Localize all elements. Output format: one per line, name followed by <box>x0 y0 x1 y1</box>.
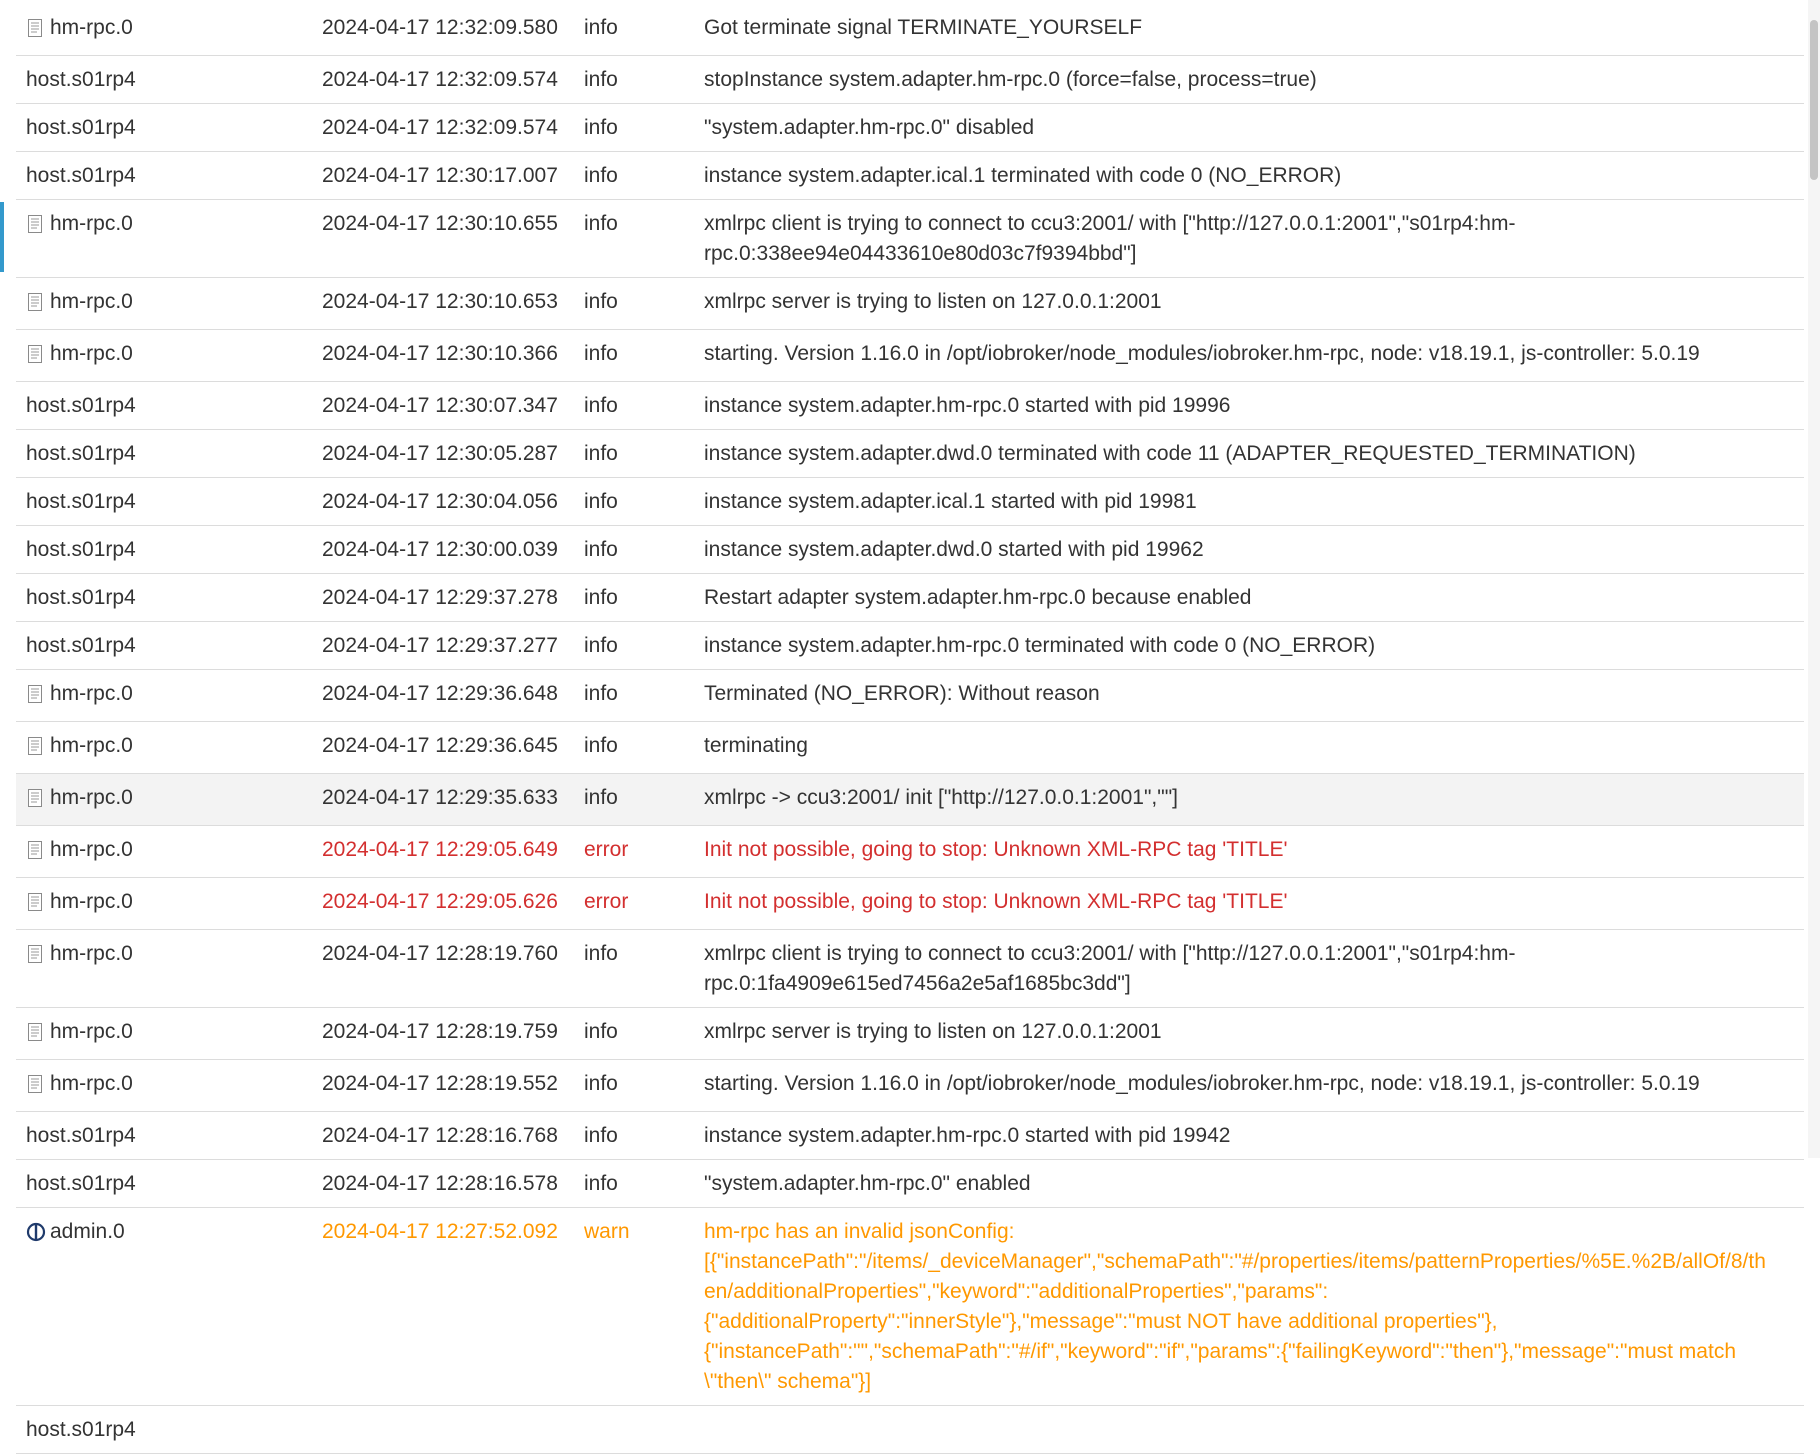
log-severity: info <box>584 722 704 774</box>
log-timestamp: 2024-04-17 12:27:52.092 <box>322 1208 584 1406</box>
log-severity: info <box>584 774 704 826</box>
log-severity: info <box>584 1160 704 1208</box>
log-source: host.s01rp4 <box>26 68 136 91</box>
hm-rpc-adapter-icon <box>26 18 44 38</box>
log-severity: info <box>584 478 704 526</box>
log-source: host.s01rp4 <box>26 634 136 657</box>
log-source-cell <box>16 1160 322 1208</box>
hm-rpc-adapter-icon <box>26 788 44 808</box>
log-message: xmlrpc client is trying to connect to ccu3:2001/ with ["http://127.0.0.1:2001","s01rp4:hm-rpc.0:1fa4909e615ed7456a2e5af1685bc3dd"] <box>704 930 1804 1008</box>
scrollbar-thumb[interactable] <box>1810 20 1818 180</box>
log-row[interactable] <box>16 1406 1804 1454</box>
log-severity: info <box>584 4 704 56</box>
log-row[interactable] <box>16 382 1804 430</box>
log-source-cell <box>16 430 322 478</box>
hm-rpc-adapter-icon <box>26 344 44 364</box>
hm-rpc-adapter-icon <box>26 292 44 312</box>
log-message: "system.adapter.hm-rpc.0" enabled <box>704 1160 1804 1208</box>
log-row[interactable] <box>16 526 1804 574</box>
log-row[interactable] <box>16 622 1804 670</box>
log-timestamp: 2024-04-17 12:30:17.007 <box>322 152 584 200</box>
log-severity: info <box>584 152 704 200</box>
log-row[interactable] <box>16 1008 1804 1060</box>
log-source-cell <box>16 1406 322 1454</box>
log-row[interactable] <box>16 722 1804 774</box>
hm-rpc-adapter-icon <box>26 1022 44 1042</box>
log-severity: info <box>584 1008 704 1060</box>
log-severity: info <box>584 670 704 722</box>
log-message: hm-rpc has an invalid jsonConfig: [{"instancePath":"/items/_deviceManager","schemaPath":"#/properties/items/patternProperties/%5E.%2B/allOf/8/then/additionalProperties","keyword":"additionalProperties","params":{"additionalProperty":"innerStyle"},"message":"must NOT have additional properties"},{"instancePath":"","schemaPath":"#/if","keyword":"if","params":{"failingKeyword":"then"},"message":"must match \"then\" schema"}] <box>704 1208 1804 1406</box>
log-timestamp: 2024-04-17 12:29:37.278 <box>322 574 584 622</box>
hm-rpc-adapter-icon <box>26 736 44 756</box>
log-severity: info <box>584 574 704 622</box>
log-message: terminating <box>704 722 1804 774</box>
log-source-cell <box>16 1008 322 1060</box>
log-severity: info <box>584 56 704 104</box>
log-timestamp: 2024-04-17 12:29:05.626 <box>322 878 584 930</box>
log-timestamp: 2024-04-17 12:29:05.649 <box>322 826 584 878</box>
log-timestamp: 2024-04-17 12:28:16.578 <box>322 1160 584 1208</box>
log-timestamp: 2024-04-17 12:29:36.648 <box>322 670 584 722</box>
log-source-cell <box>16 878 322 930</box>
log-message: xmlrpc client is trying to connect to ccu3:2001/ with ["http://127.0.0.1:2001","s01rp4:hm-rpc.0:338ee94e04433610e80d03c7f9394bbd"] <box>704 200 1804 278</box>
log-severity: info <box>584 1112 704 1160</box>
log-severity: error <box>584 826 704 878</box>
log-message <box>704 1406 1804 1454</box>
log-source: hm-rpc.0 <box>50 682 133 705</box>
log-source-cell <box>16 574 322 622</box>
log-severity: info <box>584 382 704 430</box>
log-source-cell <box>16 278 322 330</box>
log-table <box>16 4 1804 1454</box>
log-timestamp: 2024-04-17 12:29:35.633 <box>322 774 584 826</box>
log-message: xmlrpc -> ccu3:2001/ init ["http://127.0.0.1:2001",""] <box>704 774 1804 826</box>
hm-rpc-adapter-icon <box>26 1074 44 1094</box>
hm-rpc-adapter-icon <box>26 684 44 704</box>
log-message: instance system.adapter.hm-rpc.0 started with pid 19996 <box>704 382 1804 430</box>
log-source-cell <box>16 722 322 774</box>
log-source: host.s01rp4 <box>26 1418 136 1441</box>
log-message: Got terminate signal TERMINATE_YOURSELF <box>704 4 1804 56</box>
log-source-cell <box>16 200 322 278</box>
log-row[interactable] <box>16 278 1804 330</box>
log-source-cell <box>16 670 322 722</box>
log-source-cell <box>16 1112 322 1160</box>
log-source-cell <box>16 826 322 878</box>
log-severity: info <box>584 1060 704 1112</box>
log-source: hm-rpc.0 <box>50 786 133 809</box>
log-timestamp: 2024-04-17 12:29:37.277 <box>322 622 584 670</box>
log-source: host.s01rp4 <box>26 538 136 561</box>
log-source: host.s01rp4 <box>26 164 136 187</box>
log-message: instance system.adapter.hm-rpc.0 started with pid 19942 <box>704 1112 1804 1160</box>
log-severity: info <box>584 526 704 574</box>
log-row[interactable] <box>16 1060 1804 1112</box>
log-row[interactable] <box>16 478 1804 526</box>
log-source-cell <box>16 4 322 56</box>
log-message: stopInstance system.adapter.hm-rpc.0 (force=false, process=true) <box>704 56 1804 104</box>
log-timestamp: 2024-04-17 12:30:10.653 <box>322 278 584 330</box>
log-source: hm-rpc.0 <box>50 1072 133 1095</box>
log-row[interactable] <box>16 878 1804 930</box>
log-source-cell <box>16 1060 322 1112</box>
log-row[interactable] <box>16 574 1804 622</box>
log-source: hm-rpc.0 <box>50 16 133 39</box>
log-message: starting. Version 1.16.0 in /opt/iobroker/node_modules/iobroker.hm-rpc, node: v18.19.1, js-controller: 5.0.19 <box>704 1060 1804 1112</box>
log-message: instance system.adapter.ical.1 terminated with code 0 (NO_ERROR) <box>704 152 1804 200</box>
log-severity: error <box>584 878 704 930</box>
log-source-cell <box>16 152 322 200</box>
log-row[interactable] <box>16 430 1804 478</box>
log-row[interactable] <box>16 56 1804 104</box>
log-row[interactable] <box>16 826 1804 878</box>
log-source-cell <box>16 774 322 826</box>
log-row[interactable] <box>16 930 1804 1008</box>
log-severity: info <box>584 330 704 382</box>
log-timestamp: 2024-04-17 12:30:05.287 <box>322 430 584 478</box>
log-source-cell <box>16 382 322 430</box>
log-source: hm-rpc.0 <box>50 942 133 965</box>
log-timestamp: 2024-04-17 12:28:16.768 <box>322 1112 584 1160</box>
log-source: hm-rpc.0 <box>50 1020 133 1043</box>
log-source-cell <box>16 1208 322 1406</box>
log-row[interactable] <box>16 104 1804 152</box>
log-timestamp: 2024-04-17 12:28:19.552 <box>322 1060 584 1112</box>
log-source: hm-rpc.0 <box>50 212 133 235</box>
log-timestamp: 2024-04-17 12:32:09.574 <box>322 56 584 104</box>
log-timestamp: 2024-04-17 12:32:09.580 <box>322 4 584 56</box>
log-timestamp: 2024-04-17 12:32:09.574 <box>322 104 584 152</box>
log-timestamp: 2024-04-17 12:30:10.655 <box>322 200 584 278</box>
log-source-cell <box>16 526 322 574</box>
log-severity: info <box>584 278 704 330</box>
log-row[interactable] <box>16 670 1804 722</box>
log-row[interactable] <box>16 774 1804 826</box>
log-message: instance system.adapter.dwd.0 terminated with code 11 (ADAPTER_REQUESTED_TERMINATION) <box>704 430 1804 478</box>
log-message: Restart adapter system.adapter.hm-rpc.0 because enabled <box>704 574 1804 622</box>
log-row[interactable] <box>16 1208 1804 1406</box>
log-source: host.s01rp4 <box>26 442 136 465</box>
log-source-cell <box>16 622 322 670</box>
log-message: instance system.adapter.ical.1 started with pid 19981 <box>704 478 1804 526</box>
hm-rpc-adapter-icon <box>26 892 44 912</box>
admin-adapter-icon <box>26 1222 44 1242</box>
log-timestamp: 2024-04-17 12:28:19.760 <box>322 930 584 1008</box>
vertical-scrollbar[interactable] <box>1808 0 1820 1158</box>
log-source-cell <box>16 56 322 104</box>
log-source-cell <box>16 104 322 152</box>
log-source: hm-rpc.0 <box>50 838 133 861</box>
log-severity: info <box>584 104 704 152</box>
log-message: "system.adapter.hm-rpc.0" disabled <box>704 104 1804 152</box>
log-message: instance system.adapter.dwd.0 started with pid 19962 <box>704 526 1804 574</box>
log-timestamp: 2024-04-17 12:30:10.366 <box>322 330 584 382</box>
log-row[interactable] <box>16 1160 1804 1208</box>
hm-rpc-adapter-icon <box>26 840 44 860</box>
log-timestamp: 2024-04-17 12:29:36.645 <box>322 722 584 774</box>
log-source: host.s01rp4 <box>26 1124 136 1147</box>
log-source: hm-rpc.0 <box>50 734 133 757</box>
log-message: Init not possible, going to stop: Unknown XML-RPC tag 'TITLE' <box>704 878 1804 930</box>
log-source: hm-rpc.0 <box>50 890 133 913</box>
log-timestamp <box>322 1406 584 1454</box>
log-table-body <box>16 4 1804 1454</box>
log-source: host.s01rp4 <box>26 394 136 417</box>
log-timestamp: 2024-04-17 12:30:00.039 <box>322 526 584 574</box>
log-source: host.s01rp4 <box>26 490 136 513</box>
log-severity: info <box>584 200 704 278</box>
log-row[interactable] <box>16 1112 1804 1160</box>
log-source-cell <box>16 478 322 526</box>
log-row[interactable] <box>16 4 1804 56</box>
log-source: hm-rpc.0 <box>50 290 133 313</box>
log-severity: info <box>584 430 704 478</box>
log-message: Init not possible, going to stop: Unknown XML-RPC tag 'TITLE' <box>704 826 1804 878</box>
log-message: starting. Version 1.16.0 in /opt/iobroker/node_modules/iobroker.hm-rpc, node: v18.19.1, js-controller: 5.0.19 <box>704 330 1804 382</box>
log-severity <box>584 1406 704 1454</box>
log-row[interactable] <box>16 200 1804 278</box>
log-source: hm-rpc.0 <box>50 342 133 365</box>
left-accent-bar <box>0 202 4 272</box>
log-source-cell <box>16 930 322 1008</box>
log-message: xmlrpc server is trying to listen on 127.0.0.1:2001 <box>704 278 1804 330</box>
log-row[interactable] <box>16 152 1804 200</box>
log-source: admin.0 <box>50 1220 125 1243</box>
log-source: host.s01rp4 <box>26 1172 136 1195</box>
log-source: host.s01rp4 <box>26 586 136 609</box>
log-message: Terminated (NO_ERROR): Without reason <box>704 670 1804 722</box>
log-row[interactable] <box>16 330 1804 382</box>
log-message: instance system.adapter.hm-rpc.0 terminated with code 0 (NO_ERROR) <box>704 622 1804 670</box>
hm-rpc-adapter-icon <box>26 214 44 234</box>
hm-rpc-adapter-icon <box>26 944 44 964</box>
log-severity: info <box>584 622 704 670</box>
log-message: xmlrpc server is trying to listen on 127.0.0.1:2001 <box>704 1008 1804 1060</box>
log-source-cell <box>16 330 322 382</box>
log-severity: info <box>584 930 704 1008</box>
log-source: host.s01rp4 <box>26 116 136 139</box>
log-timestamp: 2024-04-17 12:30:07.347 <box>322 382 584 430</box>
log-timestamp: 2024-04-17 12:30:04.056 <box>322 478 584 526</box>
log-severity: warn <box>584 1208 704 1406</box>
log-timestamp: 2024-04-17 12:28:19.759 <box>322 1008 584 1060</box>
